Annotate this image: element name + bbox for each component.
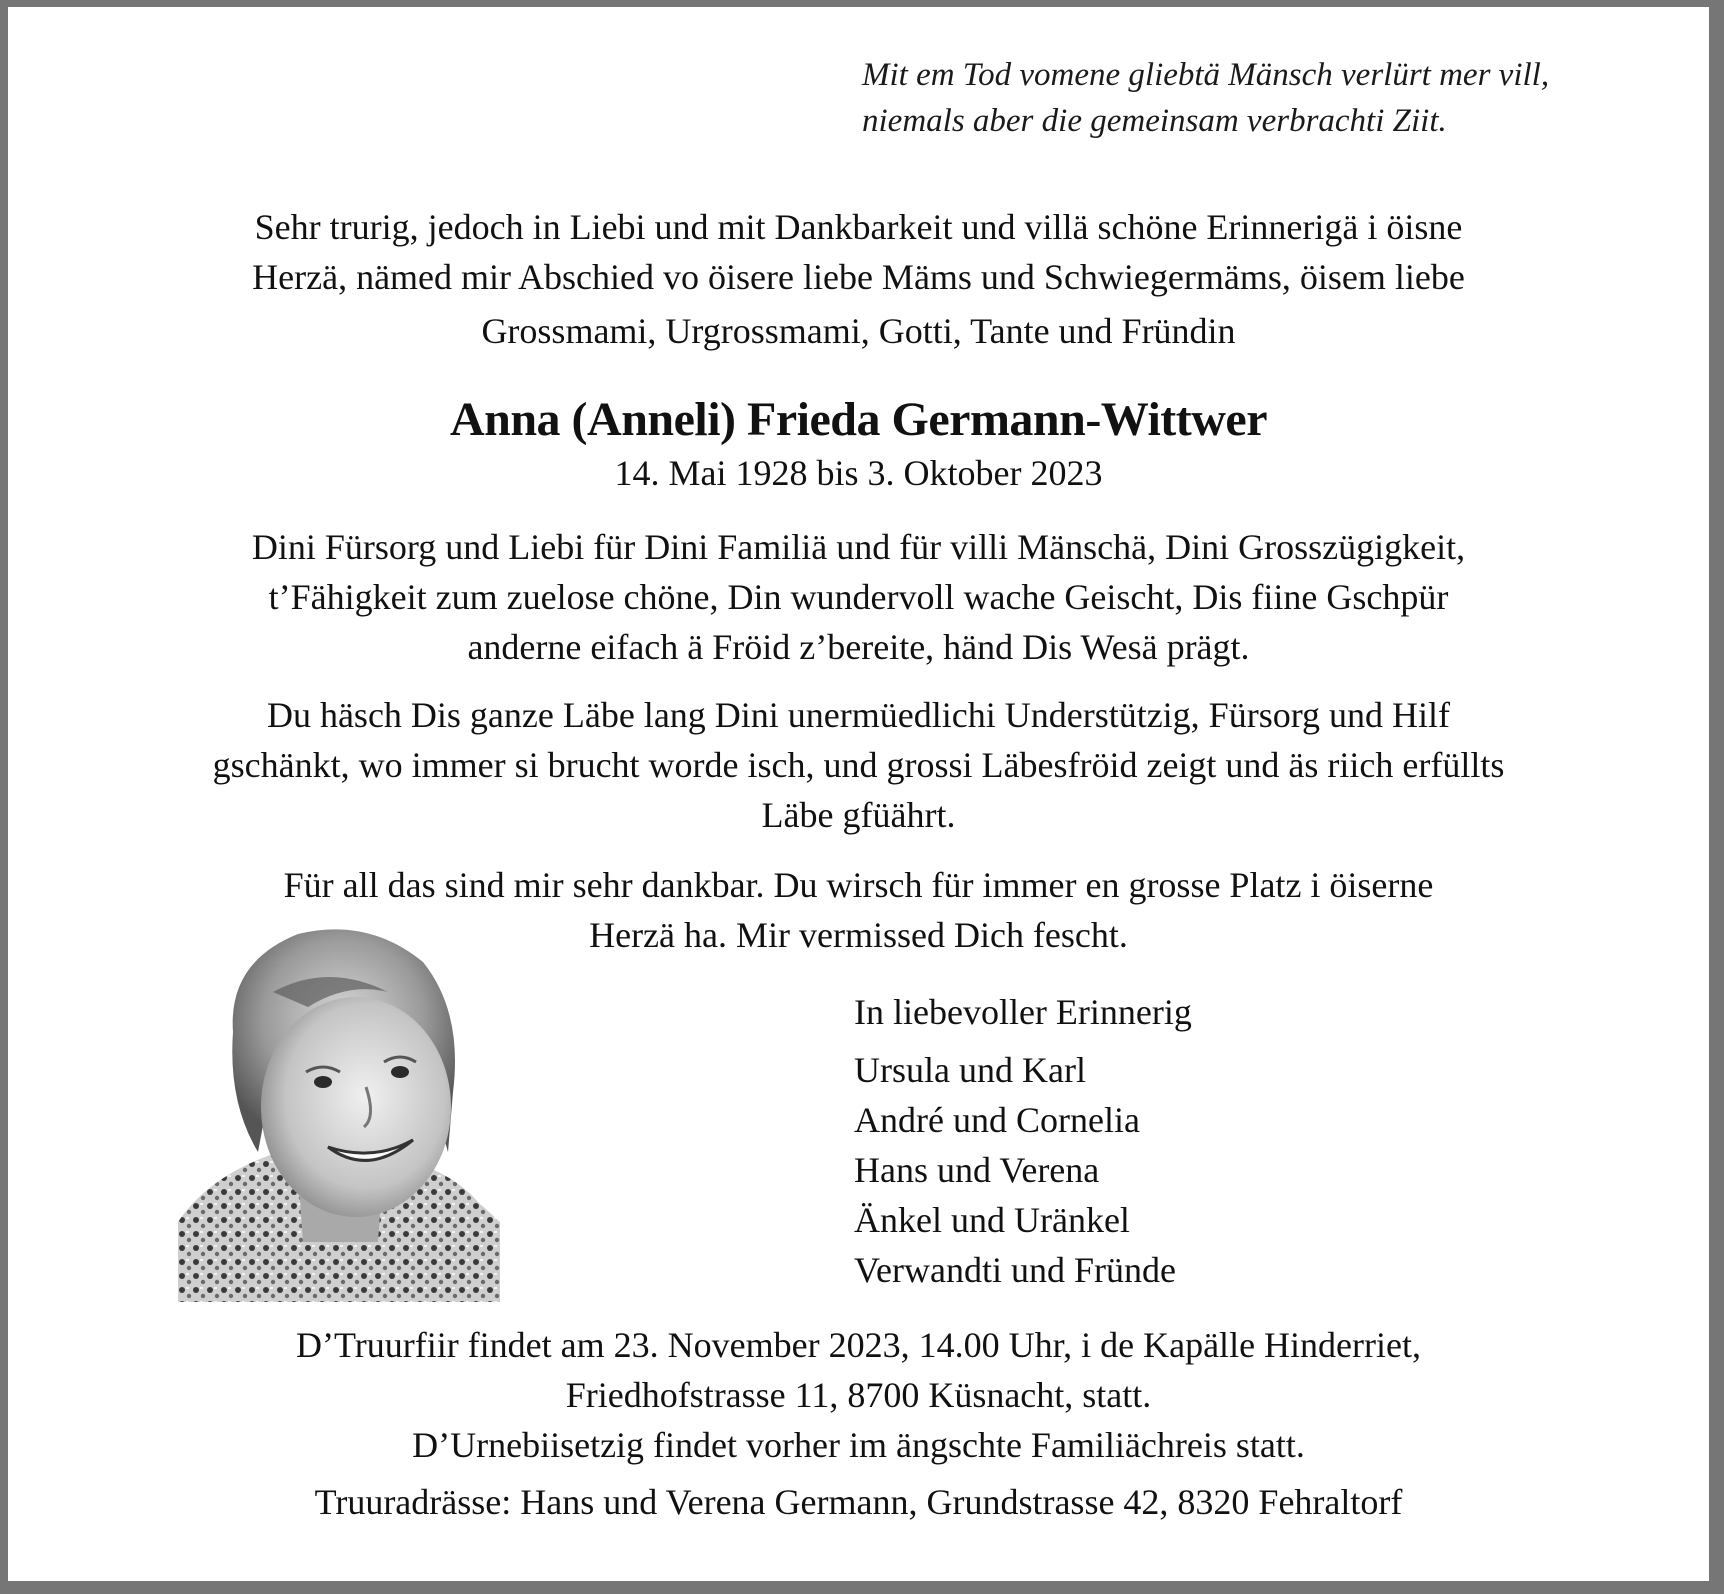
mourner-entry: Ursula und Karl [854, 1050, 1086, 1090]
tribute-line: Läbe gfüährt. [761, 795, 956, 835]
motto-line: Mit em Tod vomene gliebtä Mänsch verlürt mer vill, [862, 57, 1550, 93]
tribute-line: gschänkt, wo immer si brucht worde isch, und grossi Läbesfröid zeigt und äs riich erfüllts [212, 745, 1505, 785]
tribute-line: Du häsch Dis ganze Läbe lang Dini unermüedlichi Understützig, Fürsorg und Hilf [266, 695, 1451, 735]
obituary-page [8, 7, 1709, 1581]
ceremony-info [8, 1320, 1709, 1470]
deceased-name: Anna (Anneli) Frieda Germann-Wittwer [449, 393, 1268, 446]
ceremony-line: D’Truurfiir findet am 23. November 2023, 14.00 Uhr, i de Kapälle Hinderriet, [296, 1325, 1421, 1365]
intro-line: Grossmami, Urgrossmami, Gotti, Tante und Fründin [481, 311, 1236, 351]
tribute-paragraph-1 [8, 522, 1709, 672]
portrait-photo [178, 922, 500, 1302]
ceremony-line: D’Urnebiisetzig findet vorher im ängschte Familiächreis statt. [412, 1425, 1305, 1465]
mourner-entry: Verwandti und Fründe [854, 1250, 1176, 1290]
tribute-line: t’Fähigkeit zum zuelose chöne, Din wundervoll wache Geischt, Dis fiine Gschpür [268, 577, 1449, 617]
motto-line: niemals aber die gemeinsam verbrachti Ziit. [862, 103, 1447, 139]
intro-paragraph [8, 202, 1709, 356]
intro-line: Herzä, nämed mir Abschied vo öisere liebe Mäms und Schwiegermäms, öisem liebe [252, 257, 1465, 297]
signoff-heading: In liebevoller Erinnerig [854, 992, 1192, 1032]
intro-line: Sehr trurig, jedoch in Liebi und mit Dankbarkeit und villä schöne Erinnerigä i öisne [254, 207, 1463, 247]
mourner-entry: Änkel und Uränkel [854, 1200, 1130, 1240]
life-dates: 14. Mai 1928 bis 3. Oktober 2023 [614, 453, 1103, 493]
mourner-entry: André und Cornelia [854, 1100, 1140, 1140]
motto-quote [862, 52, 1549, 144]
tribute-paragraph-2 [8, 690, 1709, 840]
tribute-line: anderne eifach ä Fröid z’bereite, händ Dis Wesä prägt. [467, 627, 1250, 667]
tribute-line: Für all das sind mir sehr dankbar. Du wirsch für immer en grosse Platz i öiserne [283, 865, 1434, 905]
signoff-block [854, 987, 1192, 1295]
tribute-line: Herzä ha. Mir vermissed Dich fescht. [589, 915, 1128, 955]
ceremony-line: Friedhofstrasse 11, 8700 Küsnacht, statt. [565, 1375, 1152, 1415]
face-shape [261, 997, 451, 1217]
mourner-entry: Hans und Verena [854, 1150, 1100, 1190]
mourning-address: Truuradrässe: Hans und Verena Germann, Grundstrasse 42, 8320 Fehraltorf [314, 1482, 1403, 1522]
tribute-line: Dini Fürsorg und Liebi für Dini Familiä und für villi Mänschä, Dini Grosszügigkeit, [251, 527, 1466, 567]
